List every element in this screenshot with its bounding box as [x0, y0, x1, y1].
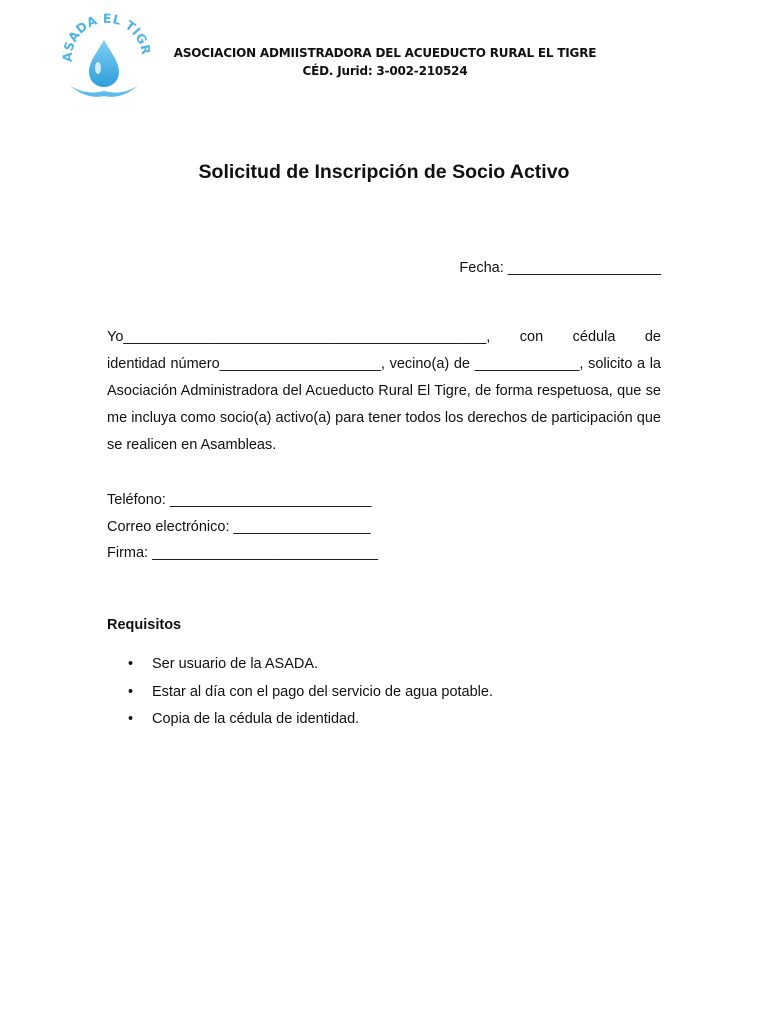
organization-name: ASOCIACION ADMIISTRADORA DEL ACUEDUCTO RURAL EL TIGRE [173, 46, 597, 60]
paragraph-first-line [107, 324, 661, 351]
name-field: Yo_____________________________________________, [107, 329, 491, 345]
paragraph-word: de [644, 329, 661, 345]
organization-header [160, 44, 610, 80]
asada-logo [58, 12, 150, 98]
paragraph-word: con [519, 329, 544, 345]
signature-field: Firma: ____________________________ [107, 545, 378, 561]
list-item: • Ser usuario de la ASADA. [128, 651, 493, 679]
legal-id: CÉD. Jurid: 3-002-210524 [302, 64, 468, 78]
application-paragraph [107, 324, 661, 459]
phone-field: Teléfono: _________________________ [107, 492, 372, 508]
logo-text: ASADA EL TIG [59, 12, 150, 63]
requirements-heading: Requisitos [107, 617, 182, 633]
water-drop-icon [58, 12, 150, 98]
date-field: Fecha: ___________________ [459, 260, 661, 276]
document-title: Solicitud de Inscripción de Socio Activo [198, 161, 570, 183]
requirements-list [128, 651, 493, 734]
paragraph-body: identidad número____________________, vecino(a) de _____________, solicito a la Asociación Administradora del Acueducto Rural El Tigre, de forma respetuosa, que se me incluya como socio(a) activo(a) para tener todos los derechos de participación que se realicen en Asambleas. [107, 356, 661, 453]
paragraph-word: cédula [572, 329, 616, 345]
contact-fields [107, 487, 378, 567]
list-item: • Copia de la cédula de identidad. [128, 706, 493, 734]
list-item: • Estar al día con el pago del servicio de agua potable. [128, 679, 493, 707]
email-field: Correo electrónico: _________________ [107, 518, 371, 535]
